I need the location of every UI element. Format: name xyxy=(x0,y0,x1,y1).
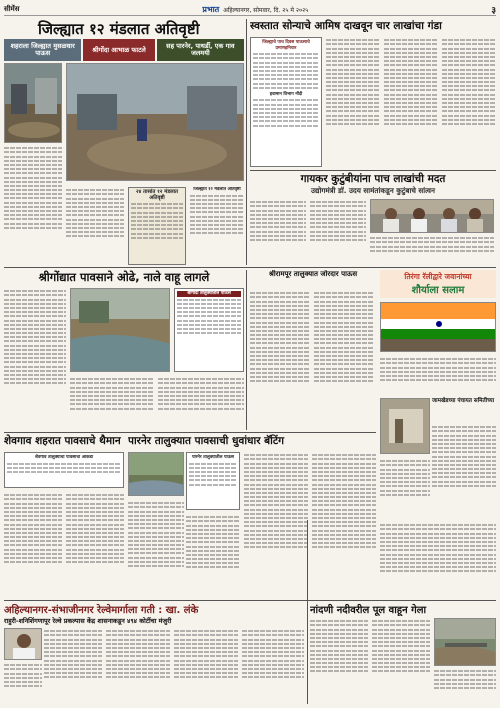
headline-block xyxy=(380,270,496,298)
photo-caption xyxy=(370,235,494,263)
body-column-2 xyxy=(66,492,124,596)
photo-flood-market-image xyxy=(5,64,62,143)
body-column-2 xyxy=(314,290,374,428)
story-tiranga-rally xyxy=(380,270,496,520)
story-shevgaon-rain xyxy=(4,434,124,598)
forecast-box xyxy=(250,37,322,167)
column-rule xyxy=(246,19,247,265)
brand-logo: प्रभात xyxy=(202,5,220,14)
side-box-title: जिल्ह्यात १२ मंडलात अतिवृष्टी xyxy=(193,187,241,192)
column-rule xyxy=(246,270,247,430)
forecast-sub-title: हवामान विभाग नोंदी xyxy=(269,91,303,97)
story-bridge xyxy=(380,522,496,598)
body-column-2 xyxy=(310,199,366,263)
photo-parner-field xyxy=(128,452,184,496)
story-railway xyxy=(4,602,304,704)
tag-3: सह पारनेर, पाथर्डी, एक गाव जलमयी xyxy=(157,39,244,61)
shrigonda-box-title: श्रीगोंदा तालुक्यातील पाऊस xyxy=(177,291,241,297)
column-rule xyxy=(307,520,308,704)
photo-washed-bridge-image xyxy=(435,619,496,666)
story-district-rain xyxy=(4,19,244,265)
row-rule xyxy=(4,267,496,268)
photo-stream-flood-image xyxy=(71,289,170,372)
parner-box xyxy=(186,452,240,510)
headline: पारनेर तालुक्यात पावसाची धुवांधार बॅटिंग xyxy=(128,435,285,447)
sidebar-heading xyxy=(432,398,496,422)
story-gold-fraud xyxy=(250,19,496,169)
body-column-1 xyxy=(310,618,368,704)
body-text xyxy=(380,356,496,396)
photo-minister-visit xyxy=(370,199,494,233)
body-column-0 xyxy=(4,662,42,704)
section-label: सीमेंस xyxy=(4,5,20,13)
body-column-3 xyxy=(434,668,496,704)
body-column-2 xyxy=(66,187,124,265)
body-column-1 xyxy=(4,288,66,428)
shevgaon-box xyxy=(4,452,124,488)
headline: श्रीगोंद्यात पावसाने ओढे, नाले वाहू लागले xyxy=(38,270,210,284)
body-text-upper xyxy=(380,522,496,598)
photo-parner-field-image xyxy=(129,453,184,496)
photo-washed-bridge xyxy=(434,618,496,666)
headline: जिल्ह्यात १२ मंडलात अतिवृष्टी xyxy=(38,20,200,38)
parner-box-title: पारनेर तालुक्यातील पाऊस xyxy=(191,455,235,460)
page-number: ३ xyxy=(491,6,496,16)
body-column-2 xyxy=(186,514,240,596)
body-column-3 xyxy=(174,628,238,704)
shrigonda-box xyxy=(174,288,244,372)
headline: नांदणी नदीवरील पूल वाहून गेला xyxy=(310,605,427,616)
story-parner-rain xyxy=(128,434,376,598)
body-column-1 xyxy=(250,290,310,428)
body-column-1 xyxy=(250,199,306,263)
forecast-box-title: जिल्ह्याचे पाच दिवस पाऊसाचे प्रमाणहनिधार xyxy=(262,40,310,51)
headline: तिरंगा रॅलीद्वारे जवानांच्या xyxy=(404,272,472,281)
story-shrirampur-rain xyxy=(250,270,376,430)
photo-rally xyxy=(380,302,496,352)
body-column-1 xyxy=(128,500,184,596)
masthead xyxy=(4,4,496,16)
body-column-3 xyxy=(244,452,308,596)
stats-box xyxy=(128,187,186,265)
photo-flooded-road xyxy=(66,63,244,181)
row-rule xyxy=(4,600,496,601)
photo-panchayat-image xyxy=(381,399,430,454)
sidebar-text-2 xyxy=(380,458,430,520)
body-column-1 xyxy=(326,37,380,167)
subhead: राहुरी-शनिशिंगणापूर रेल्वे प्रकल्पास केंद्र शासनाकडून ४९४ कोटींचा मंजुरी xyxy=(4,617,172,625)
tag-bar xyxy=(4,39,244,61)
body-column-4 xyxy=(312,452,376,596)
edition-line: अहिल्यानगर, सोमवार, दि. २५ मे २०२५ xyxy=(223,6,309,14)
photo-minister-visit-image xyxy=(371,200,494,233)
headline: शेवगाव शहरात पावसाचे थैमान xyxy=(4,435,121,447)
body-column-2 xyxy=(372,618,430,704)
body-column-2 xyxy=(384,37,438,167)
sidebar-text xyxy=(432,424,496,520)
subhead: उद्योगमंत्री डॉ. उदय सामंतांकडून कुटुंबाचे सांत्वन xyxy=(311,186,435,195)
photo-stream-flood xyxy=(70,288,170,372)
story-shrigonda-rain xyxy=(4,270,244,430)
body-column-2 xyxy=(106,628,170,704)
photo-mp-lanke xyxy=(4,628,42,660)
photo-flood-market xyxy=(4,63,62,143)
body-column-1 xyxy=(4,492,62,596)
body-column-3 xyxy=(442,37,496,167)
photo-flooded-road-image xyxy=(67,64,244,181)
shevgaon-box-title: शेवगाव तालुक्याचा पावसाचा आकडा xyxy=(34,455,94,460)
photo-rally-image xyxy=(381,303,496,352)
tag-2: श्रीगोंदा आभाळ फाटले xyxy=(83,39,154,61)
photo-mp-lanke-image xyxy=(5,629,42,660)
body-column-3 xyxy=(158,376,244,428)
photo-panchayat xyxy=(380,398,430,454)
row-rule xyxy=(250,170,496,171)
tag-1: शहराला जिल्ह्यात मुसळधार पाऊस xyxy=(4,39,81,61)
row-rule xyxy=(4,432,376,433)
headline-2: शौर्याला सलाम xyxy=(411,285,465,296)
headline: श्रीरामपूर तालुक्यात जोरदार पाऊस xyxy=(268,270,358,278)
headline: स्वस्तात सोन्याचे आमिष दाखवून चार लाखांचा गंडा xyxy=(250,20,442,32)
masthead-center xyxy=(202,4,308,15)
body-column-1 xyxy=(44,628,102,704)
story-gaykar-aid xyxy=(250,172,496,264)
body-column-4 xyxy=(242,628,304,704)
body-column-3 xyxy=(190,187,244,265)
body-column-1 xyxy=(4,145,62,265)
stats-box-title: २४ तासांत १२ मंडलात अतिवृष्टी xyxy=(135,189,178,201)
headline: अहिल्यानगर-संभाजीनगर रेल्वेमार्गाला गती : खा. लंके xyxy=(4,605,199,616)
headline: गायकर कुटुंबीयांना पाच लाखांची मदत xyxy=(300,173,446,185)
body-column-2 xyxy=(70,376,154,428)
sidebar-heading-text: जामखेडच्या पंचायत समितीच्या xyxy=(432,398,495,404)
story-bridge-main xyxy=(310,602,496,704)
